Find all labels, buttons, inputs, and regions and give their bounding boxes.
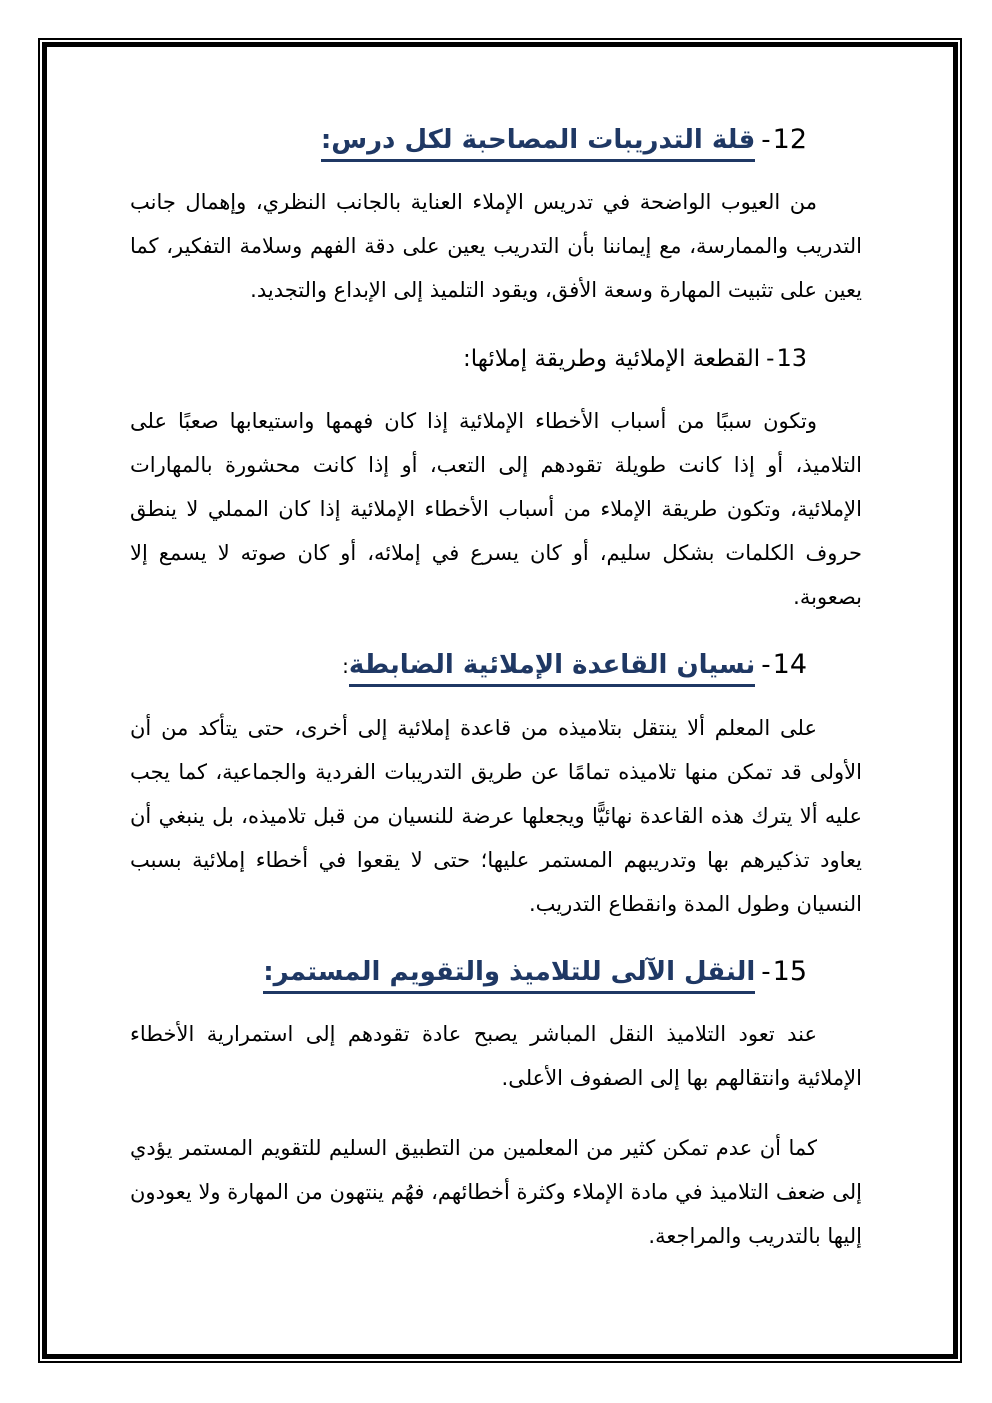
section-title: نسيان القاعدة الإملائية الضابطة (349, 650, 755, 687)
section-number-dash: - (761, 125, 771, 155)
section-title-colon: : (342, 654, 349, 678)
section-number: 13 (776, 344, 807, 372)
section-number: 15 (772, 956, 807, 987)
section-number: 14 (772, 649, 807, 680)
section-13-paragraph: وتكون سببًا من أسباب الأخطاء الإملائية إذا كان فهمها واستيعابها صعبًا على التلاميذ، أو إذا كانت طويلة تقودهم إلى التعب، أو إذا كانت محشورة بالمهارات الإملائية، وتكون طريقة الإملاء من أسباب الأخطاء الإملائية إذا كان المملي لا ينطق حروف الكلمات بشكل سليم، أو كان يسرع في إملائه، أو كان صوته لا يسمع إلا بصعوبة. (130, 409, 862, 609)
section-heading-13 (130, 338, 807, 379)
section-12-paragraph: من العيوب الواضحة في تدريس الإملاء العناية بالجانب النظري، وإهمال جانب التدريب والممارسة، مع إيماننا بأن التدريب يعين على دقة الفهم وسلامة التفكير، كما يعين على تثبيت المهارة وسعة الأفق، ويقود التلميذ إلى الإبداع والتجديد. (130, 190, 862, 302)
section-heading-12 (130, 120, 807, 160)
section-15-paragraph-1: عند تعود التلاميذ النقل المباشر يصبح عادة تقودهم إلى استمرارية الأخطاء الإملائية وانتقالهم بها إلى الصفوف الأعلى. (130, 1022, 862, 1090)
document-content (130, 120, 862, 1284)
section-number-dash: - (761, 957, 771, 987)
section-heading-14 (130, 645, 807, 686)
section-title: قلة التدريبات المصاحبة لكل درس: (321, 125, 755, 162)
section-title: النقل الآلى للتلاميذ والتقويم المستمر: (263, 957, 755, 994)
section-heading-15 (130, 952, 807, 992)
section-14-paragraph: على المعلم ألا ينتقل بتلاميذه من قاعدة إملائية إلى أخرى، حتى يتأكد من أن الأولى قد تمكن منها تلاميذه تمامًا عن طريق التدريبات الفردية والجماعية، كما يجب عليه ألا يترك هذه القاعدة نهائيًّا ويجعلها عرضة للنسيان من قبل تلاميذه، بل ينبغي أن يعاود تذكيرهم بها وتدريبهم المستمر عليها؛ حتى لا يقعوا في أخطاء إملائية بسبب النسيان وطول المدة وانقطاع التدريب. (130, 716, 862, 916)
section-number: 12 (772, 124, 807, 155)
section-title: القطعة الإملائية وطريقة إملائها: (462, 346, 761, 372)
section-15-paragraph-2: كما أن عدم تمكن كثير من المعلمين من التطبيق السليم للتقويم المستمر يؤدي إلى ضعف التلاميذ في مادة الإملاء وكثرة أخطائهم، فهُم ينتهون من المهارة ولا يعودون إليها بالتدريب والمراجعة. (130, 1136, 862, 1248)
section-number-dash: - (761, 650, 771, 680)
section-number-dash: - (766, 346, 775, 372)
